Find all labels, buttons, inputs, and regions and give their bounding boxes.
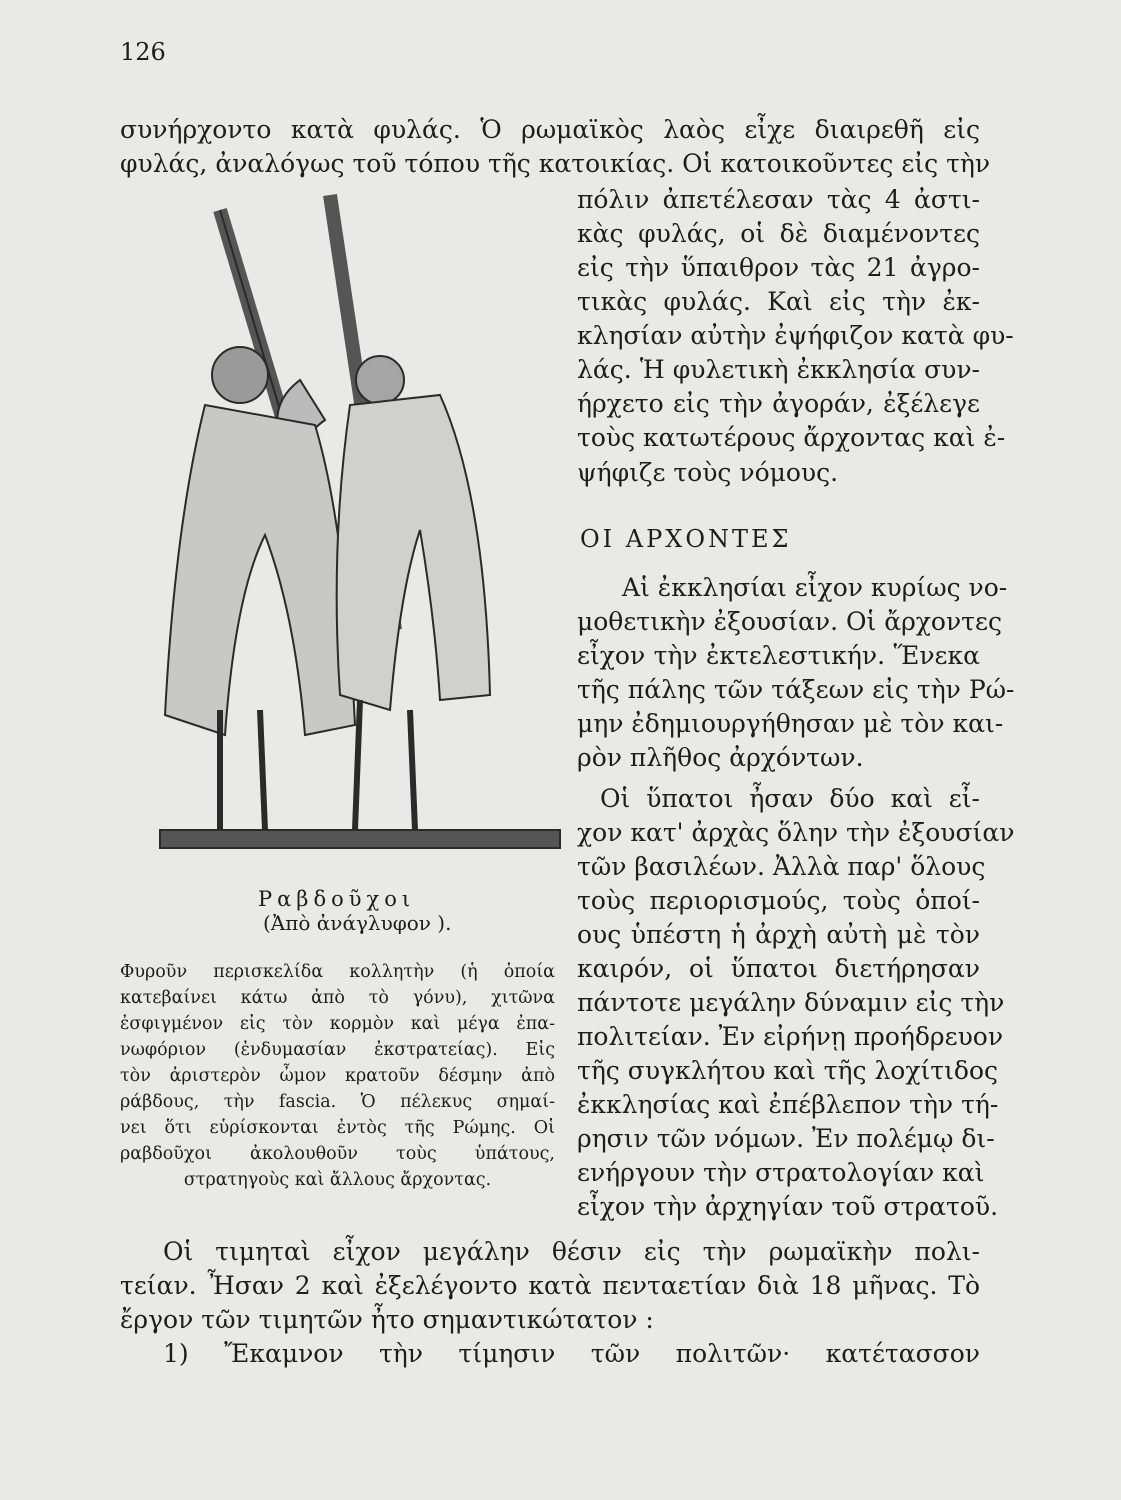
body-line: πολιτείαν. Ἐν εἰρήνῃ προήδρευον: [577, 1022, 1004, 1051]
body-line: πάντοτε μεγάλην δύναμιν εἰς τὴν: [577, 988, 1005, 1017]
body-line: 1) Ἔκαμνον τὴν τίμησιν τῶν πολιτῶν· κατέτασσον: [163, 1339, 980, 1368]
lictors-illustration: [150, 190, 570, 870]
caption-line: νει ὅτι εὑρίσκονται ἐντὸς τῆς Ρώμης. Οἱ: [120, 1118, 555, 1138]
body-line: Αἱ ἐκκλησίαι εἶχον κυρίως νο-: [622, 573, 1008, 602]
caption-line: ράβδους, τὴν fascia. Ὁ πέλεκυς σημαί-: [120, 1092, 555, 1112]
body-line: τοὺς κατωτέρους ἄρχοντας καὶ ἐ-: [577, 423, 1006, 452]
body-line: τοὺς περιορισμούς, τοὺς ὁποί-: [577, 886, 980, 915]
body-line: μοθετικὴν ἐξουσίαν. Οἱ ἄρχοντες: [577, 607, 1002, 636]
body-line: ψήφιζε τοὺς νόμους.: [577, 458, 839, 487]
body-line: πόλιν ἀπετέλεσαν τὰς 4 ἀστι-: [577, 185, 980, 214]
caption-line: στρατηγοὺς καὶ ἄλλους ἄρχοντας.: [183, 1170, 492, 1190]
body-line: εἰς τὴν ὕπαιθρον τὰς 21 ἀγρο-: [577, 253, 980, 282]
body-line: μην ἐδημιουργήθησαν μὲ τὸν και-: [577, 709, 1004, 738]
body-line: συνήρχοντο κατὰ φυλάς. Ὁ ρωμαϊκὸς λαὸς εἶχε διαιρεθῆ εἰς: [120, 115, 980, 144]
caption-line: ραβδοῦχοι ἀκολουθοῦν τοὺς ὑπάτους,: [120, 1144, 555, 1164]
section-heading: ΟΙ ΑΡΧΟΝΤΕΣ: [580, 525, 792, 553]
caption-line: ἐσφιγμένον εἰς τὸν κορμὸν καὶ μέγα ἐπα-: [120, 1014, 555, 1034]
body-line: κλησίαν αὐτὴν ἐψήφιζον κατὰ φυ-: [577, 321, 1014, 350]
body-line: Οἱ τιμηταὶ εἶχον μεγάλην θέσιν εἰς τὴν ρωμαϊκὴν πολι-: [163, 1237, 980, 1266]
body-line: τῆς συγκλήτου καὶ τῆς λοχίτιδος: [577, 1056, 999, 1085]
body-line: ἔργον τῶν τιμητῶν ἦτο σημαντικώτατον :: [120, 1305, 654, 1334]
caption-source: (Ἀπὸ ἀνάγλυφον ).: [263, 911, 452, 935]
caption-line: τὸν ἀριστερὸν ὦμον κρατοῦν δέσμην ἀπὸ: [120, 1066, 555, 1086]
body-line: εἶχον τὴν ἐκτελεστικήν. Ἕνεκα: [577, 641, 980, 670]
body-line: ενήργουν τὴν στρατολογίαν καὶ: [577, 1158, 985, 1187]
body-line: φυλάς, ἀναλόγως τοῦ τόπου τῆς κατοικίας. Οἱ κατοικοῦντες εἰς τὴν: [120, 149, 991, 178]
body-line: ρησιν τῶν νόμων. Ἐν πολέμῳ δι-: [577, 1124, 995, 1153]
body-line: χον κατ' ἀρχὰς ὅλην τὴν ἐξουσίαν: [577, 818, 1015, 847]
page-number: 126: [120, 38, 166, 66]
body-line: ήρχετο εἰς τὴν ἀγοράν, ἐξέλεγε: [577, 389, 980, 418]
body-line: τικὰς φυλάς. Καὶ εἰς τὴν ἐκ-: [577, 287, 980, 316]
caption-line: κατεβαίνει κάτω ἀπὸ τὸ γόνυ), χιτῶνα: [120, 988, 555, 1008]
caption-line: νωφόριον (ἐνδυμασίαν ἐκστρατείας). Εἰς: [120, 1040, 555, 1060]
body-line: ρὸν πλῆθος ἀρχόντων.: [577, 743, 864, 772]
body-line: εἶχον τὴν ἀρχηγίαν τοῦ στρατοῦ.: [577, 1192, 999, 1221]
caption-title: Ραβδοῦχοι: [258, 887, 416, 911]
caption-line: Φυροῦν περισκελίδα κολλητὴν (ἡ ὁποία: [120, 962, 555, 982]
body-line: καιρόν, οἱ ὕπατοι διετήρησαν: [577, 954, 980, 983]
body-line: ους ὑπέστη ἡ ἀρχὴ αὐτὴ μὲ τὸν: [577, 920, 980, 949]
body-line: λάς. Ἡ φυλετικὴ ἐκκλησία συν-: [577, 355, 980, 384]
body-line: Οἱ ὕπατοι ἦσαν δύο καὶ εἶ-: [600, 784, 980, 813]
body-line: τείαν. Ἦσαν 2 καὶ ἐξελέγοντο κατὰ πενταετίαν διὰ 18 μῆνας. Τὸ: [120, 1271, 980, 1300]
body-line: ἐκκλησίας καὶ ἐπέβλεπον τὴν τή-: [577, 1090, 999, 1119]
body-line: τῶν βασιλέων. Ἀλλὰ παρ' ὅλους: [577, 852, 986, 881]
body-line: τῆς πάλης τῶν τάξεων εἰς τὴν Ρώ-: [577, 675, 1015, 704]
body-line: κὰς φυλάς, οἱ δὲ διαμένοντες: [577, 219, 980, 248]
